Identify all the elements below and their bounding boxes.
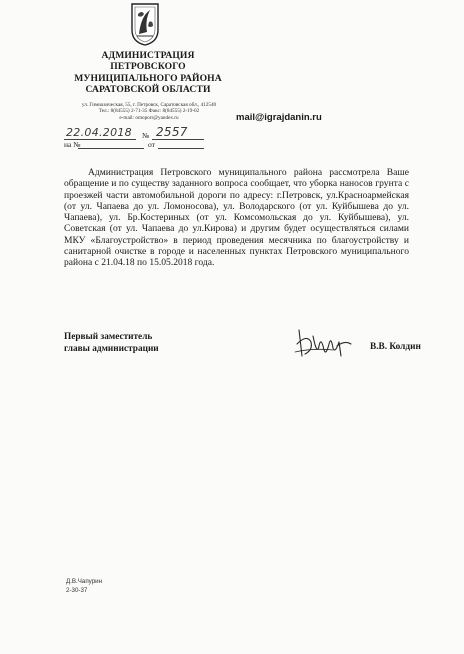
coat-of-arms-emblem xyxy=(130,2,160,46)
executor-name: Д.В.Чапурин xyxy=(66,578,103,585)
phone-fax-line: Тел.: 8(84555) 2-71-35 Факс: 8(84555) 2-19-02 xyxy=(98,108,200,115)
registration-fields xyxy=(64,125,254,150)
address-line: ул. Гимназическая, 55, г. Петровск, Саратовская обл., 412540 xyxy=(81,102,217,108)
signer-title-line: Первый заместитель xyxy=(64,332,153,342)
org-line: МУНИЦИПАЛЬНОГО РАЙОНА xyxy=(74,72,222,84)
signer-name: В.В. Колдин xyxy=(370,342,421,352)
outgoing-number: 2557 xyxy=(156,125,188,139)
handwritten-signature xyxy=(293,326,355,360)
org-line: АДМИНИСТРАЦИЯ xyxy=(101,50,195,61)
outgoing-date: 22.04.2018 xyxy=(66,126,132,139)
email-line: e-mail: omoporr@yandex.ru xyxy=(119,114,179,121)
recipient-email: mail@igrajdanin.ru xyxy=(236,112,322,123)
executor-phone: 2-30-37 xyxy=(66,586,88,594)
letter-body xyxy=(64,167,409,269)
organization-name xyxy=(58,50,238,96)
org-line: ПЕТРОВСКОГО xyxy=(110,61,186,73)
signer-title-line: главы администрации xyxy=(64,344,159,354)
executor-info xyxy=(66,578,102,595)
reference-date-label: от xyxy=(148,140,155,149)
body-paragraph: Администрация Петровского муниципального района рассмотрела Ваше обращение и по существу заданного вопроса сообщает, что уборка наносов грунта с проезжей части автомобильной дороги по адресу: г.Петровск, ул.Красноармейская (от ул. Чапаева до ул. Ломоносова), ул. Володарского (от ул. Куйбышева до ул. Чапаева), ул. Бр.Костериных (от ул. Комсомольская до ул. Куйбышева), ул. Советская (от ул. Чапаева до ул.Кирова) и другим будет осуществляться силами МКУ «Благоустройство» в период проведения месячника по благоустройству и санитарной очистке в городе и населенных пунктах Петровского муниципального района с 21.04.18 по 15.05.2018 года. xyxy=(64,167,409,269)
number-symbol: № xyxy=(142,131,150,140)
number-underline xyxy=(152,139,204,140)
reference-number-line xyxy=(78,148,144,149)
signer-position xyxy=(64,331,159,355)
org-line: САРАТОВСКОЙ ОБЛАСТИ xyxy=(85,84,211,96)
reference-date-line xyxy=(158,148,204,149)
organization-address xyxy=(60,102,238,121)
reference-number-label: на № xyxy=(64,140,81,149)
